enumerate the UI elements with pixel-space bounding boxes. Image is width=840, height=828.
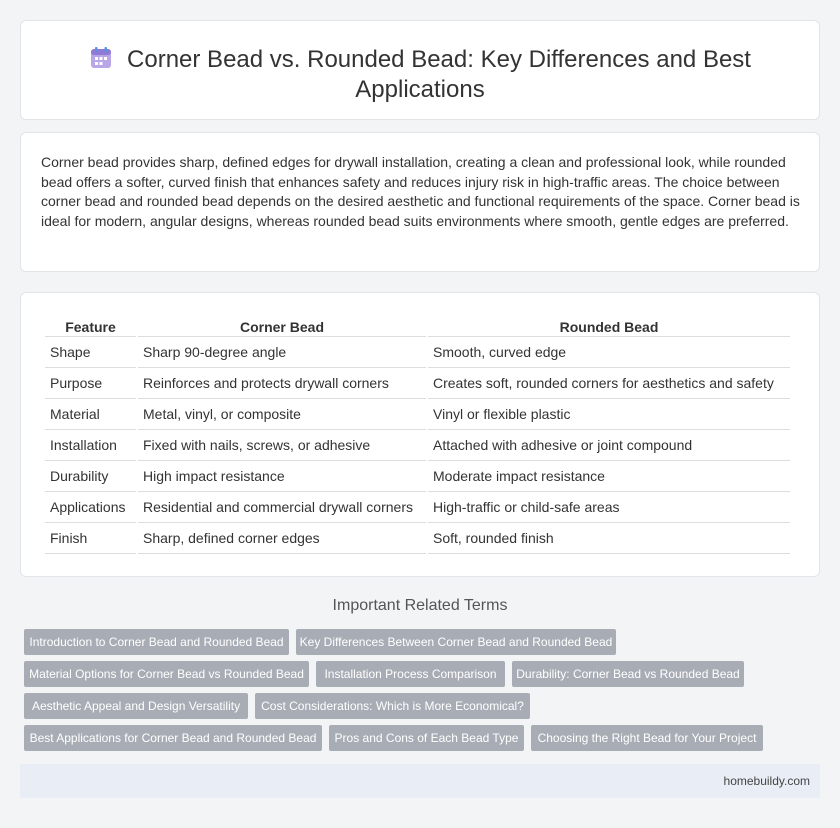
- table-row: [45, 368, 790, 399]
- related-term-tag[interactable]: Pros and Cons of Each Bead Type: [329, 725, 524, 751]
- table-row: [45, 430, 790, 461]
- cell-corner-bead: Metal, vinyl, or composite: [138, 399, 426, 430]
- cell-feature: Purpose: [45, 368, 136, 399]
- calendar-icon: [89, 46, 113, 70]
- cell-rounded-bead: Attached with adhesive or joint compound: [428, 430, 790, 461]
- cell-feature: Finish: [45, 523, 136, 554]
- footer-site-name[interactable]: homebuildy.com: [723, 774, 810, 788]
- related-term-tag[interactable]: Material Options for Corner Bead vs Rounded Bead: [24, 661, 309, 687]
- comparison-table: [43, 313, 792, 554]
- table-row: [45, 399, 790, 430]
- related-term-tag[interactable]: Best Applications for Corner Bead and Rounded Bead: [24, 725, 322, 751]
- cell-rounded-bead: Moderate impact resistance: [428, 461, 790, 492]
- related-term-tag[interactable]: Introduction to Corner Bead and Rounded Bead: [24, 629, 289, 655]
- table-row: [45, 523, 790, 554]
- intro-paragraph: Corner bead provides sharp, defined edges for drywall installation, creating a clean and professional look, while rounded bead offers a softer, curved finish that enhances safety and reduces injury risk in high-traffic areas. The choice between corner bead and rounded bead depends on the desired aesthetic and functional requirements of the space. Corner bead is ideal for modern, angular designs, whereas rounded bead suits environments where smooth, gentle edges are preferred.: [41, 154, 800, 230]
- table-row: [45, 337, 790, 368]
- page-title: [21, 45, 819, 105]
- cell-feature: Material: [45, 399, 136, 430]
- comparison-card: [20, 292, 820, 577]
- cell-corner-bead: High impact resistance: [138, 461, 426, 492]
- related-term-tag[interactable]: Aesthetic Appeal and Design Versatility: [24, 693, 248, 719]
- cell-feature: Shape: [45, 337, 136, 368]
- cell-corner-bead: Reinforces and protects drywall corners: [138, 368, 426, 399]
- cell-rounded-bead: Vinyl or flexible plastic: [428, 399, 790, 430]
- cell-rounded-bead: Soft, rounded finish: [428, 523, 790, 554]
- table-row: [45, 492, 790, 523]
- footer: [20, 764, 820, 798]
- related-term-tag[interactable]: Installation Process Comparison: [316, 661, 505, 687]
- cell-rounded-bead: High-traffic or child-safe areas: [428, 492, 790, 523]
- title-line-2: Applications: [355, 76, 485, 103]
- title-card: [20, 20, 820, 120]
- cell-rounded-bead: Creates soft, rounded corners for aesthetics and safety: [428, 368, 790, 399]
- cell-feature: Durability: [45, 461, 136, 492]
- related-term-tag[interactable]: Durability: Corner Bead vs Rounded Bead: [512, 661, 744, 687]
- related-terms-heading: Important Related Terms: [332, 597, 508, 614]
- cell-corner-bead: Residential and commercial drywall corners: [138, 492, 426, 523]
- cell-corner-bead: Sharp, defined corner edges: [138, 523, 426, 554]
- header-rounded-bead: Rounded Bead: [428, 313, 790, 337]
- header-corner-bead: Corner Bead: [138, 313, 426, 337]
- header-feature: Feature: [45, 313, 136, 337]
- cell-corner-bead: Sharp 90-degree angle: [138, 337, 426, 368]
- cell-rounded-bead: Smooth, curved edge: [428, 337, 790, 368]
- cell-corner-bead: Fixed with nails, screws, or adhesive: [138, 430, 426, 461]
- cell-feature: Applications: [45, 492, 136, 523]
- table-row: [45, 461, 790, 492]
- table-header-row: [45, 313, 790, 337]
- related-term-tag[interactable]: Cost Considerations: Which is More Economical?: [255, 693, 530, 719]
- intro-card: [20, 132, 820, 272]
- related-term-tag[interactable]: Key Differences Between Corner Bead and Rounded Bead: [296, 629, 616, 655]
- cell-feature: Installation: [45, 430, 136, 461]
- related-term-tag[interactable]: Choosing the Right Bead for Your Project: [531, 725, 763, 751]
- title-line-1: Corner Bead vs. Rounded Bead: Key Differences and Best: [127, 46, 751, 73]
